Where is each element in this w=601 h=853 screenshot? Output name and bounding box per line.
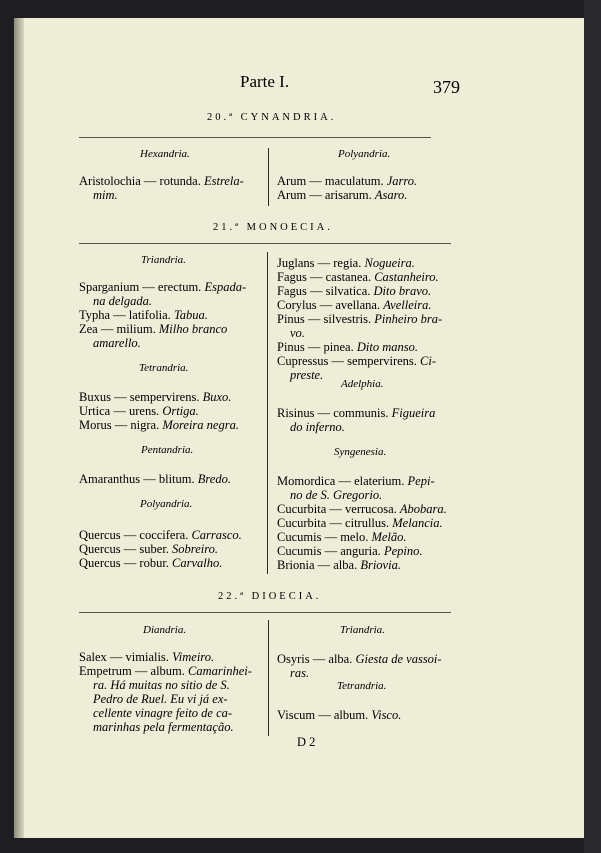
entry-line: Amaranthus — blitum. Bredo. [79,472,231,486]
section-heading-dioecia: 22.ª DIOECIA. [218,591,322,602]
entry-line: Sparganium — erectum. Espada- [79,280,247,294]
entry-line: Typha — latifolia. Tabua. [79,308,208,322]
entry-line: Fagus — silvatica. Dito bravo. [277,284,432,298]
entry-line: Corylus — avellana. Avelleira. [277,298,432,312]
entry-line: Fagus — castanea. Castanheiro. [277,270,439,284]
subheading-syngenesia: Syngenesia. [334,446,387,458]
subheading-pentandria: Pentandria. [141,444,194,456]
entry-line: Juglans — regia. Nogueira. [277,256,415,270]
entry-line: Brionia — alba. Briovia. [277,558,401,572]
section-heading-monoecia: 21.ª MONOECIA. [213,222,333,233]
entry-line: Cucurbita — verrucosa. Abobara. [277,502,447,516]
subheading-hexandria: Hexandria. [140,148,190,160]
entry-line: vo. [290,326,305,340]
subheading-polyandria: Polyandria. [140,498,193,510]
section-rule [79,243,451,244]
entry-line: Zea — milium. Milho branco [79,322,228,336]
entry-line: ra. Há muitas no sitio de S. [93,678,230,692]
entry-line: Quercus — suber. Sobreiro. [79,542,218,556]
entry-line: Arum — maculatum. Jarro. [277,174,418,188]
entry-line: do inferno. [290,420,345,434]
section-heading-cynandria: 20.ª CYNANDRIA. [207,112,337,123]
page-number: 379 [433,77,460,97]
entry-line: amarello. [93,336,141,350]
subheading-triandria: Triandria. [340,624,385,636]
entry-line: Osyris — alba. Giesta de vassoi- [277,652,442,666]
subheading-triandria: Triandria. [141,254,186,266]
entry-line: Risinus — communis. Figueira [277,406,436,420]
entry-line: Momordica — elaterium. Pepi- [277,474,435,488]
entry-line: marinhas pela fermentação. [93,720,234,734]
subheading-tetrandria: Tetrandria. [139,362,189,374]
entry-line: Cucurbita — citrullus. Melancia. [277,516,443,530]
scan-border [584,0,601,853]
entry-line: Quercus — robur. Carvalho. [79,556,223,570]
subheading-adelphia: Adelphia. [341,378,384,390]
entry-line: Pinus — pinea. Dito manso. [277,340,418,354]
entry-line: Urtica — urens. Ortiga. [79,404,199,418]
column-divider [267,252,268,574]
entry-line: mim. [93,188,118,202]
subheading-polyandria: Polyandria. [338,148,391,160]
column-divider [268,148,269,206]
entry-line: Cucumis — anguria. Pepino. [277,544,423,558]
running-head: Parte I. [240,72,290,91]
entry-line: Arum — arisarum. Asaro. [277,188,408,202]
entry-line: Empetrum — album. Camarinhei- [79,664,252,678]
column-divider [268,620,269,736]
entry-line: Salex — vimialis. Vimeiro. [79,650,215,664]
entry-line: Quercus — coccifera. Carrasco. [79,528,242,542]
subheading-tetrandria: Tetrandria. [337,680,387,692]
subheading-diandria: Diandria. [143,624,187,636]
entry-line: Cupressus — sempervirens. Ci- [277,354,437,368]
entry-line: na delgada. [93,294,153,308]
entry-line: Cucumis — melo. Melão. [277,530,407,544]
page-gutter [14,18,24,838]
entry-line: preste. [290,368,324,382]
entry-line: Buxus — sempervirens. Buxo. [79,390,232,404]
section-rule [79,137,431,138]
entry-line: ras. [290,666,310,680]
signature-mark: D 2 [297,735,316,749]
entry-line: Pedro de Ruel. Eu vi já ex- [93,692,228,706]
entry-line: Aristolochia — rotunda. Estrela- [79,174,244,188]
entry-line: Viscum — album. Visco. [277,708,402,722]
section-rule [79,612,451,613]
entry-line: no de S. Gregorio. [290,488,383,502]
entry-line: cellente vinagre feito de ca- [93,706,233,720]
entry-line: Morus — nigra. Moreira negra. [79,418,239,432]
entry-line: Pinus — silvestris. Pinheiro bra- [277,312,443,326]
